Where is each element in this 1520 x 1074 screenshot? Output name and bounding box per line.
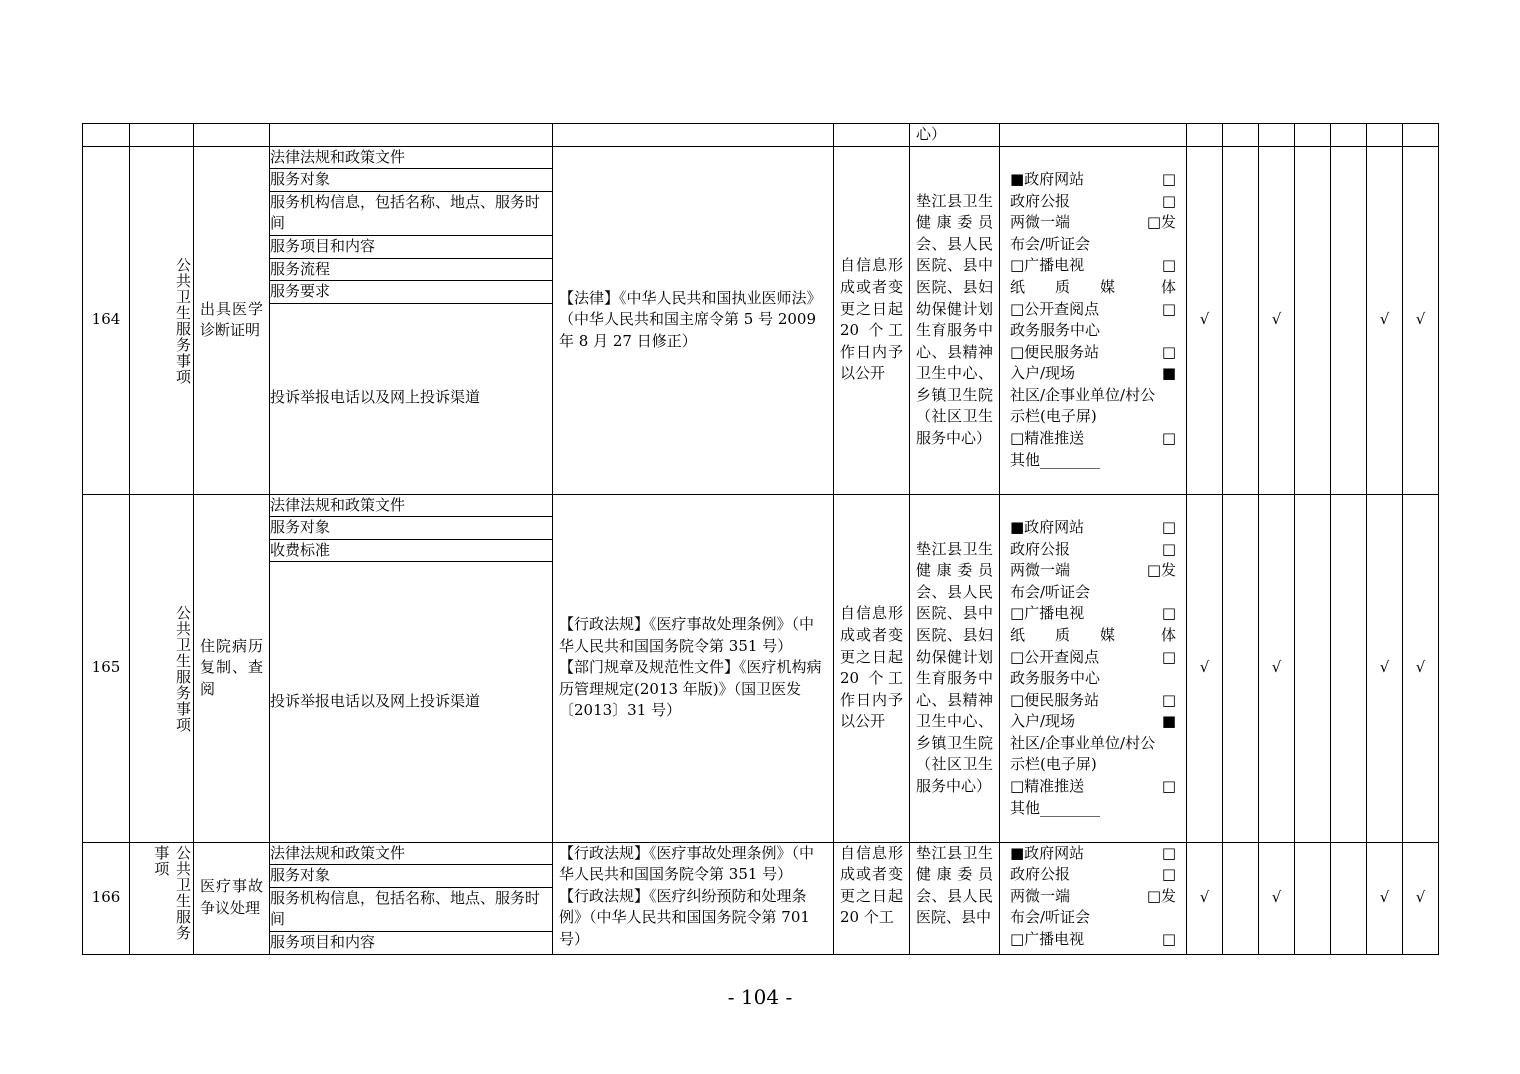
tick-mark — [1223, 146, 1259, 494]
channel-label: 示栏(电子屏) — [1010, 755, 1097, 774]
category-label: 公共卫生服务事项 — [174, 605, 192, 734]
channel-line — [1010, 690, 1176, 712]
channel-checkbox: □ — [1161, 539, 1176, 558]
list-item: 服务机构信息，包括名称、地点、服务时间 — [270, 887, 552, 931]
channel-line — [1010, 560, 1176, 582]
channel-label: □广播电视 — [1010, 604, 1085, 623]
release-unit: 垫江县卫生健康委员会、县人民医院、县中 — [910, 842, 1000, 954]
channel-checkbox: □ — [1161, 429, 1176, 448]
channel-checkbox: □ — [1161, 191, 1176, 210]
list-item: 法律法规和政策文件 — [270, 843, 552, 865]
channel-label: 入户/现场 — [1010, 712, 1076, 731]
page-number: - 104 - — [727, 985, 793, 1009]
tick-mark: √ — [1403, 146, 1439, 494]
tick-mark: √ — [1259, 146, 1295, 494]
tick-mark — [1295, 146, 1331, 494]
channel-label: 两微一端 — [1010, 886, 1071, 905]
channel-line — [1010, 754, 1176, 776]
channel-checkbox: □ — [1161, 647, 1176, 666]
channel-line — [1010, 864, 1176, 886]
channel-line — [1010, 385, 1176, 407]
channel-label: ■政府网站 — [1010, 843, 1085, 862]
category-label: 公共卫生服务事项 — [152, 844, 192, 941]
channel-checkbox: □ — [1161, 256, 1176, 275]
sub-item: 出具医学诊断证明 — [194, 146, 270, 494]
time-limit: 自信息形成或者变更之日起 20 个工作日内予以公开 — [834, 494, 910, 842]
tick-mark — [1331, 146, 1367, 494]
channel-checkbox: □ — [1161, 690, 1176, 709]
channel-label: □广播电视 — [1010, 929, 1085, 948]
channel-checkbox: □ — [1161, 777, 1176, 796]
tick-mark: √ — [1403, 842, 1439, 954]
legal-basis: 【行政法规】《医疗事故处理条例》（中华人民共和国国务院令第 351 号） 【部门规章及规范性文件】《医疗机构病历管理规定(2013 年版)》（国卫医发〔2013〕31 号） — [553, 494, 834, 842]
table-row — [83, 842, 1439, 954]
time-limit: 自信息形成或者变更之日起 20 个工作日内予以公开 — [834, 146, 910, 494]
time-limit: 自信息形成或者变更之日起 20 个工 — [834, 842, 910, 954]
tick-mark — [1295, 494, 1331, 842]
channel-checkbox: 体 — [1160, 625, 1176, 644]
tick-mark: √ — [1187, 494, 1223, 842]
list-item: 服务项目和内容 — [270, 235, 552, 258]
list-item: 服务机构信息，包括名称、地点、服务时间 — [270, 191, 552, 235]
channel-checkbox: ■ — [1161, 712, 1176, 731]
tick-mark — [1295, 842, 1331, 954]
tick-mark — [1223, 494, 1259, 842]
list-item: 服务对象 — [270, 169, 552, 192]
list-item: 服务要求 — [270, 281, 552, 304]
channel-line — [1010, 234, 1176, 256]
tick-mark: √ — [1187, 842, 1223, 954]
channel-label: 两微一端 — [1010, 561, 1071, 580]
channel-label: □便民服务站 — [1010, 342, 1100, 361]
channel-list — [1000, 146, 1187, 494]
channel-checkbox: □ — [1161, 604, 1176, 623]
channel-checkbox: □ — [1161, 865, 1176, 884]
channel-line — [1010, 428, 1176, 450]
list-item: 服务对象 — [270, 865, 552, 888]
channel-line — [1010, 711, 1176, 733]
channel-line — [1010, 169, 1176, 191]
channel-checkbox: □ — [1161, 342, 1176, 361]
channel-checkbox: □ — [1161, 169, 1176, 188]
list-item: 收费标准 — [270, 539, 552, 562]
tick-mark: √ — [1367, 494, 1403, 842]
channel-label: 政务服务中心 — [1010, 321, 1101, 340]
category-cell — [130, 494, 194, 842]
content-list — [270, 146, 553, 494]
channel-label: 布会/听证会 — [1010, 234, 1091, 253]
channel-label: □公开查阅点 — [1010, 299, 1100, 318]
row-number: 166 — [83, 842, 130, 954]
channel-line — [1010, 582, 1176, 604]
channel-label: 政府公报 — [1010, 865, 1071, 884]
channel-label: □精准推送 — [1010, 429, 1085, 448]
channel-label: □精准推送 — [1010, 777, 1085, 796]
channel-line — [1010, 191, 1176, 213]
channel-label: 纸 质 媒 — [1010, 277, 1116, 296]
channel-label: 政府公报 — [1010, 191, 1071, 210]
channel-label: 布会/听证会 — [1010, 908, 1091, 927]
channel-line — [1010, 929, 1176, 951]
channel-label: □公开查阅点 — [1010, 647, 1100, 666]
channel-line — [1010, 406, 1176, 428]
channel-label: 政务服务中心 — [1010, 669, 1101, 688]
tick-mark: √ — [1187, 146, 1223, 494]
tick-mark — [1223, 842, 1259, 954]
channel-label: 两微一端 — [1010, 213, 1071, 232]
channel-label: 政府公报 — [1010, 539, 1071, 558]
table-row — [83, 494, 1439, 842]
main-grid — [82, 123, 1439, 955]
channel-label: 纸 质 媒 — [1010, 625, 1116, 644]
channel-line — [1010, 733, 1176, 755]
channel-line — [1010, 299, 1176, 321]
tick-mark — [1331, 494, 1367, 842]
list-item: 服务项目和内容 — [270, 932, 376, 951]
channel-line — [1010, 277, 1176, 299]
channel-line — [1010, 212, 1176, 234]
channel-checkbox: □发 — [1146, 561, 1176, 580]
channel-label: □便民服务站 — [1010, 690, 1100, 709]
list-item: 投诉举报电话以及网上投诉渠道 — [270, 388, 481, 407]
channel-checkbox: □ — [1161, 843, 1176, 862]
channel-line — [1010, 625, 1176, 647]
channel-line — [1010, 603, 1176, 625]
channel-checkbox: □ — [1161, 929, 1176, 948]
channel-label: 其他________ — [1010, 450, 1101, 469]
channel-line — [1010, 450, 1176, 472]
channel-checkbox: 体 — [1160, 277, 1176, 296]
legal-basis: 【法律】《中华人民共和国执业医师法》（中华人民共和国主席令第 5 号 2009 年 8 月 27 日修正） — [553, 146, 834, 494]
channel-list — [1000, 494, 1187, 842]
channel-list — [1000, 842, 1187, 954]
channel-line — [1010, 647, 1176, 669]
release-unit: 垫江县卫生健康委员会、县人民医院、县中医院、县妇幼保健计划生育服务中心、县精神卫生中心、乡镇卫生院（社区卫生服务中心） — [910, 146, 1000, 494]
content-list — [270, 494, 553, 842]
tick-mark — [1331, 842, 1367, 954]
category-cell — [130, 842, 194, 954]
list-item: 法律法规和政策文件 — [270, 147, 552, 169]
channel-line — [1010, 668, 1176, 690]
channel-label: □广播电视 — [1010, 256, 1085, 275]
release-unit: 垫江县卫生健康委员会、县人民医院、县中医院、县妇幼保健计划生育服务中心、县精神卫生中心、乡镇卫生院（社区卫生服务中心） — [910, 494, 1000, 842]
channel-line — [1010, 539, 1176, 561]
tick-mark: √ — [1367, 842, 1403, 954]
tick-mark: √ — [1403, 494, 1439, 842]
channel-label: 示栏(电子屏) — [1010, 407, 1097, 426]
sub-item: 医疗事故争议处理 — [194, 842, 270, 954]
channel-line — [1010, 342, 1176, 364]
list-item: 法律法规和政策文件 — [270, 495, 552, 517]
tick-mark: √ — [1259, 842, 1295, 954]
channel-checkbox: □发 — [1146, 886, 1176, 905]
channel-line — [1010, 776, 1176, 798]
table-row — [83, 124, 1439, 147]
channel-line — [1010, 798, 1176, 820]
channel-line — [1010, 907, 1176, 929]
channel-checkbox: ■ — [1161, 364, 1176, 383]
release-unit-tail: 心） — [910, 124, 1000, 147]
row-number: 164 — [83, 146, 130, 494]
channel-line — [1010, 886, 1176, 908]
list-item: 投诉举报电话以及网上投诉渠道 — [270, 691, 481, 710]
channel-line — [1010, 843, 1176, 865]
sub-item: 住院病历复制、查阅 — [194, 494, 270, 842]
channel-label: 布会/听证会 — [1010, 582, 1091, 601]
channel-label: 其他________ — [1010, 798, 1101, 817]
channel-label: ■政府网站 — [1010, 169, 1085, 188]
tick-mark: √ — [1259, 494, 1295, 842]
channel-line — [1010, 363, 1176, 385]
channel-label: ■政府网站 — [1010, 517, 1085, 536]
list-item: 服务流程 — [270, 258, 552, 281]
disclosure-table — [82, 123, 1438, 953]
list-item: 服务对象 — [270, 517, 552, 540]
channel-checkbox: □ — [1161, 517, 1176, 536]
table-row — [83, 146, 1439, 494]
legal-basis: 【行政法规】《医疗事故处理条例》（中华人民共和国国务院令第 351 号） 【行政法规】《医疗纠纷预防和处理条例》（中华人民共和国国务院令第 701 号） — [553, 842, 834, 954]
channel-line — [1010, 255, 1176, 277]
row-number: 165 — [83, 494, 130, 842]
category-label: 公共卫生服务事项 — [174, 257, 192, 386]
content-list — [270, 842, 553, 954]
channel-label: 社区/企事业单位/村公 — [1010, 733, 1156, 752]
channel-line — [1010, 320, 1176, 342]
tick-mark: √ — [1367, 146, 1403, 494]
category-cell — [130, 146, 194, 494]
channel-label: 入户/现场 — [1010, 364, 1076, 383]
channel-line — [1010, 517, 1176, 539]
channel-label: 社区/企事业单位/村公 — [1010, 385, 1156, 404]
channel-checkbox: □发 — [1146, 213, 1176, 232]
channel-checkbox: □ — [1161, 299, 1176, 318]
